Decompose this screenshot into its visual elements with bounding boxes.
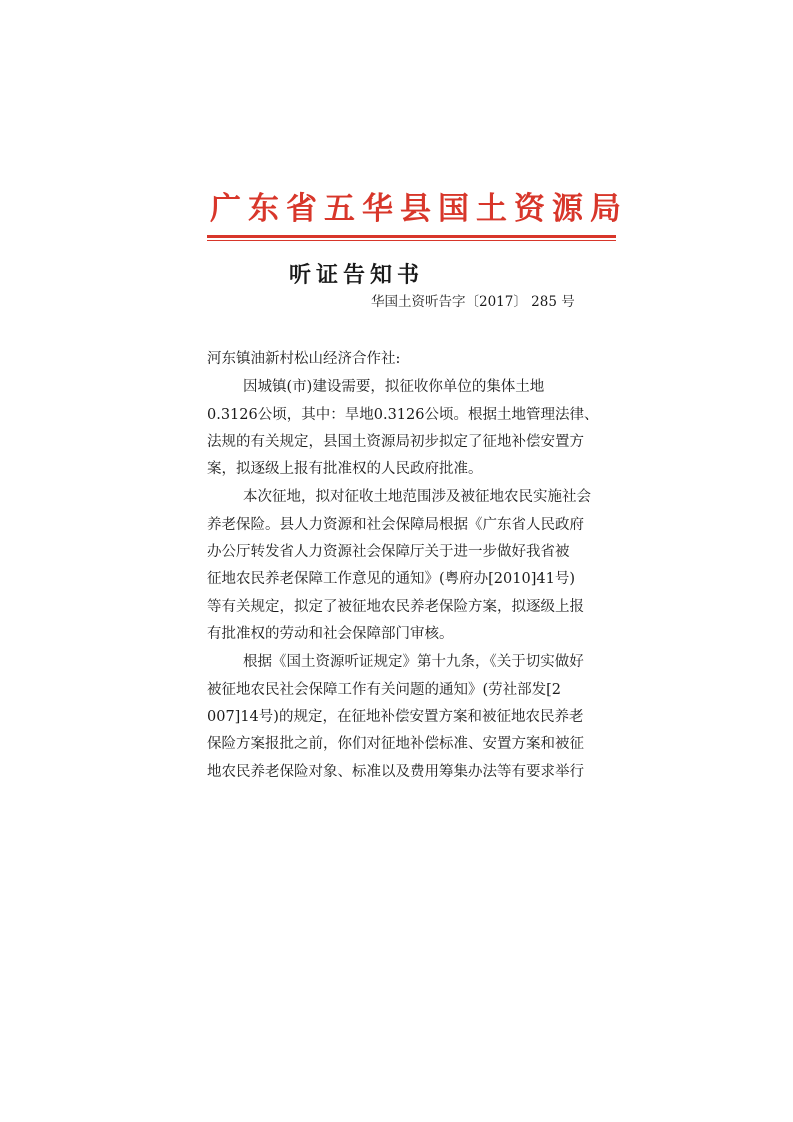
body-line: 办公厅转发省人力资源社会保障厅关于进一步做好我省被: [207, 544, 570, 560]
body-line: 征地农民养老保障工作意见的通知》(粤府办[2010]41号): [207, 571, 575, 587]
body-line: 法规的有关规定，县国土资源局初步拟定了征地补偿安置方: [207, 434, 584, 450]
body-line: 等有关规定，拟定了被征地农民养老保险方案，拟逐级上报: [207, 599, 584, 615]
body-line: 根据《国土资源听证规定》第十九条，《关于切实做好: [243, 654, 584, 670]
addressee: 河东镇油新村松山经济合作社:: [207, 351, 401, 367]
body-line: 本次征地，拟对征收土地范围涉及被征地农民实施社会: [243, 489, 591, 505]
header-rule-thin: [207, 240, 616, 241]
body-line: 因城镇(市)建设需要，拟征收你单位的集体土地: [243, 379, 545, 395]
body-line: 被征地农民社会保障工作有关问题的通知》(劳社部发[2: [207, 682, 562, 698]
body-line: 007]14号)的规定，在征地补偿安置方案和被征地农民养老: [207, 709, 584, 725]
body-line: 有批准权的劳动和社会保障部门审核。: [207, 626, 454, 642]
document-number: 华国土资听告字〔2017〕 285 号: [371, 294, 575, 310]
body-line: 地农民养老保险对象、标准以及费用筹集办法等有要求举行: [207, 764, 584, 780]
body-line: 保险方案报批之前，你们对征地补偿标准、安置方案和被征: [207, 736, 584, 752]
body-line: 养老保险。县人力资源和社会保障局根据《广东省人民政府: [207, 517, 584, 533]
document-title: 听证告知书: [289, 262, 425, 288]
organization-header: 广东省五华县国土资源局: [210, 191, 628, 227]
body-line: 案，拟逐级上报有批准权的人民政府批准。: [207, 461, 483, 477]
body-line: 0.3126公顷，其中：旱地0.3126公顷。根据土地管理法律、: [207, 407, 599, 423]
header-rule-thick: [207, 235, 616, 238]
